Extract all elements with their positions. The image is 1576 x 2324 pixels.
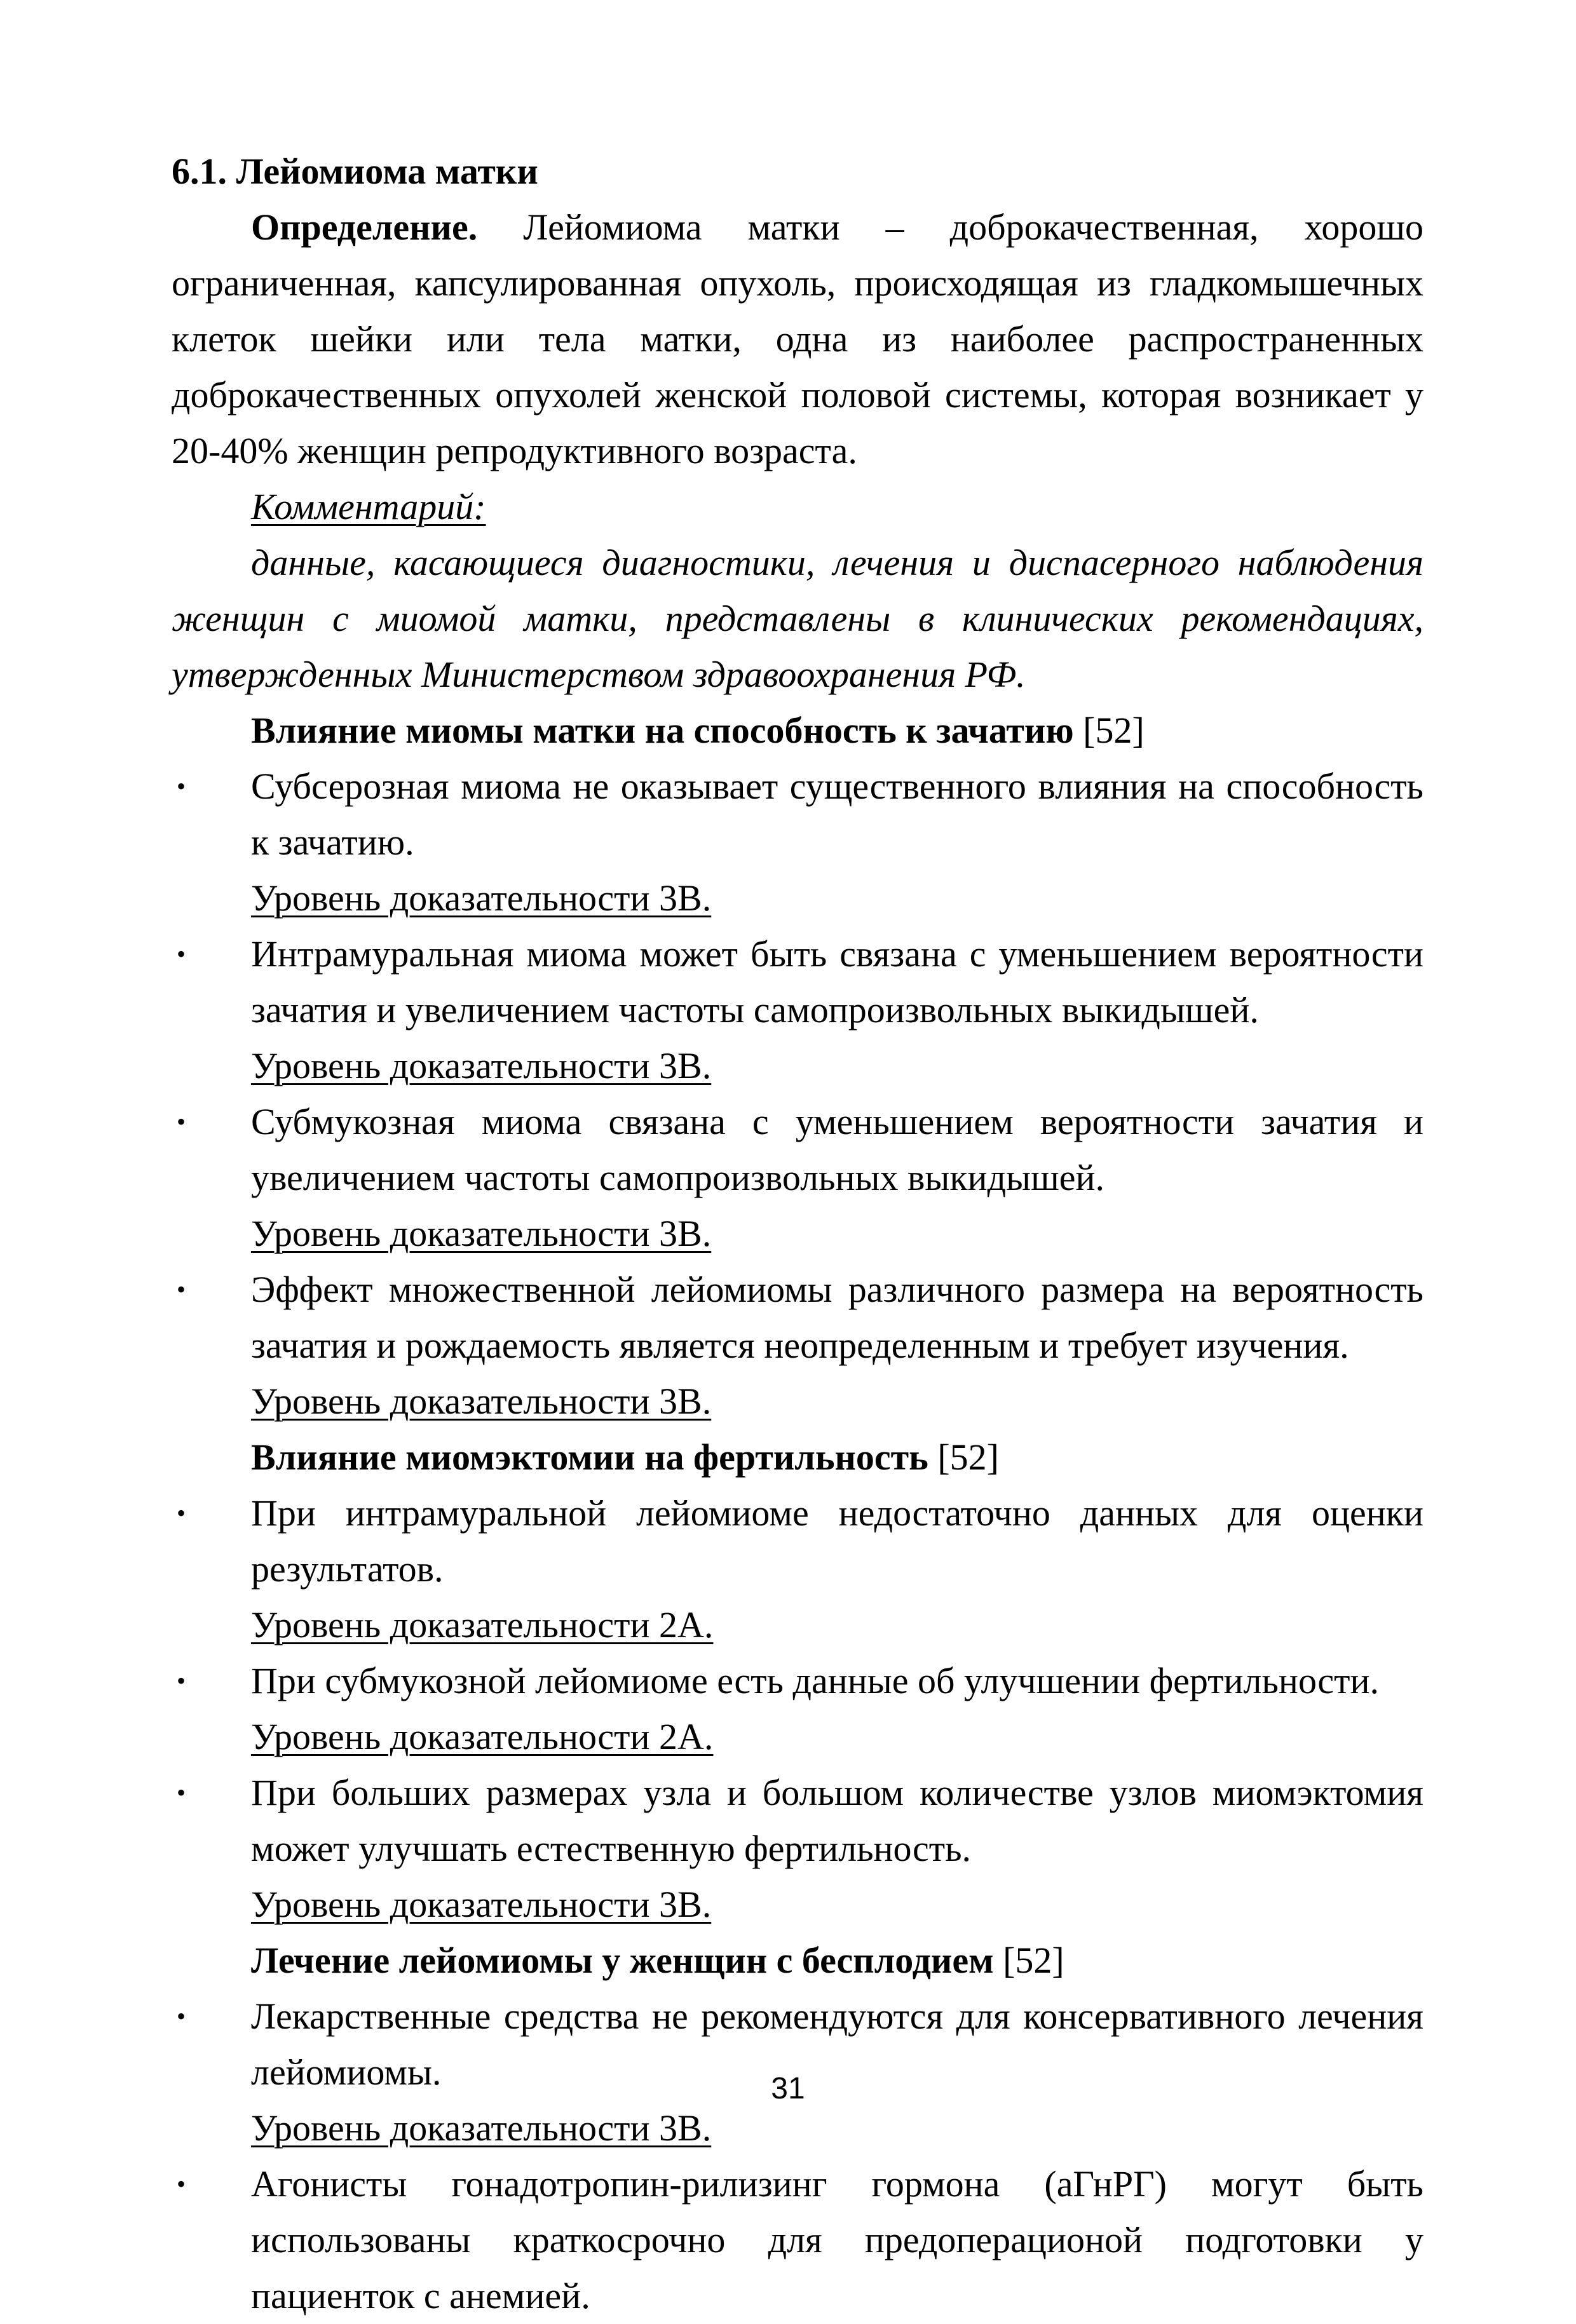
evidence-level (172, 1374, 1423, 1429)
subsection-title-text: Лечение лейомиомы у женщин с бесплодием (251, 1940, 994, 1981)
bullet-icon: • (176, 1778, 186, 1807)
evidence-level-text: Уровень доказательности 3В. (251, 1381, 712, 1422)
section-heading: 6.1. Лейомиома матки (172, 151, 538, 192)
evidence-level (172, 2100, 1423, 2156)
subsection-title-text: Влияние миомы матки на способность к зачатию (251, 710, 1074, 751)
list-item (172, 926, 1423, 1038)
bullet-icon: • (176, 2170, 186, 2198)
definition-label: Определение. (251, 206, 478, 248)
bullet-icon: • (176, 1107, 186, 1136)
list-item-text: Эффект множественной лейомиомы различного размера на вероятность зачатия и рождаемость является неопределенным и требует изучения. (251, 1269, 1423, 1366)
evidence-level (172, 870, 1423, 926)
evidence-level (172, 1877, 1423, 1933)
document-page (172, 144, 1423, 2324)
comment-text: данные, касающиеся диагностики, лечения и диспасерного наблюдения женщин с миомой матки, представлены в клинических рекомендациях, утвержденных Министерством здравоохранения РФ. (172, 542, 1423, 695)
list-item-text: Интрамуральная миома может быть связана с уменьшением вероятности зачатия и увеличением частоты самопроизвольных выкидышей. (251, 933, 1423, 1030)
list-item-text: При больших размерах узла и большом количестве узлов миомэктомия может улучшать естественную фертильность. (251, 1772, 1423, 1869)
evidence-level-text: Уровень доказательности 2А. (251, 1716, 714, 1757)
list-item (172, 1262, 1423, 1374)
evidence-level-text: Уровень доказательности 3В. (251, 877, 712, 919)
evidence-level (172, 1206, 1423, 1262)
evidence-level (172, 1038, 1423, 1094)
list-item-text: При интрамуральной лейомиоме недостаточно данных для оценки результатов. (251, 1492, 1423, 1590)
subsection-title (172, 703, 1423, 759)
list-item (172, 1485, 1423, 1597)
subsection-title-text: Влияние миомэктомии на фертильность (251, 1436, 928, 1478)
evidence-level (172, 1709, 1423, 1765)
comment-label: Комментарий: (251, 486, 486, 527)
subsection-title (172, 1429, 1423, 1485)
bullet-icon: • (176, 1666, 186, 1695)
page-number: 31 (771, 2072, 805, 2105)
list-item-text: Субсерозная миома не оказывает существенного влияния на способность к зачатию. (251, 766, 1423, 863)
list-item (172, 759, 1423, 870)
bullet-icon: • (176, 1499, 186, 1527)
reference: [52] (928, 1436, 999, 1478)
evidence-level-text: Уровень доказательности 3В. (251, 1045, 712, 1086)
definition-text: Лейомиома матки – доброкачественная, хорошо ограниченная, капсулированная опухоль, происходящая из гладкомышечных клеток шейки или тела матки, одна из наиболее распространенных доброкачественных опухолей женской половой системы, которая возникает у 20-40% женщин репродуктивного возраста. (172, 206, 1423, 471)
subsection-title (172, 1933, 1423, 1989)
bullet-icon: • (176, 1275, 186, 1304)
evidence-level-text: Уровень доказательности 3В. (251, 2107, 712, 2149)
list-item (172, 1094, 1423, 1206)
list-item-text: При субмукозной лейомиоме есть данные об улучшении фертильности. (251, 1660, 1380, 1701)
reference: [52] (1073, 710, 1145, 751)
list-item-text: Лекарственные средства не рекомендуются для консервативного лечения лейомиомы. (251, 1996, 1423, 2093)
definition-paragraph (172, 199, 1423, 479)
list-item (172, 1765, 1423, 1877)
bullet-icon: • (176, 772, 186, 801)
reference: [52] (993, 1940, 1064, 1981)
bullet-icon: • (176, 940, 186, 968)
evidence-level-text: Уровень доказательности 2А. (251, 1604, 714, 1645)
evidence-level-text: Уровень доказательности 3В. (251, 1213, 712, 1254)
evidence-level-text: Уровень доказательности 3В. (251, 1884, 712, 1925)
list-item (172, 1653, 1423, 1709)
list-item-text: Агонисты гонадотропин-рилизинг гормона (аГнРГ) могут быть использованы краткосрочно для предоперационой подготовки у пациенток с анемией. (251, 2163, 1423, 2316)
list-item-text: Субмукозная миома связана с уменьшением вероятности зачатия и увеличением частоты самопроизвольных выкидышей. (251, 1101, 1423, 1198)
bullet-icon: • (176, 2002, 186, 2030)
evidence-level (172, 1597, 1423, 1653)
list-item (172, 2156, 1423, 2324)
